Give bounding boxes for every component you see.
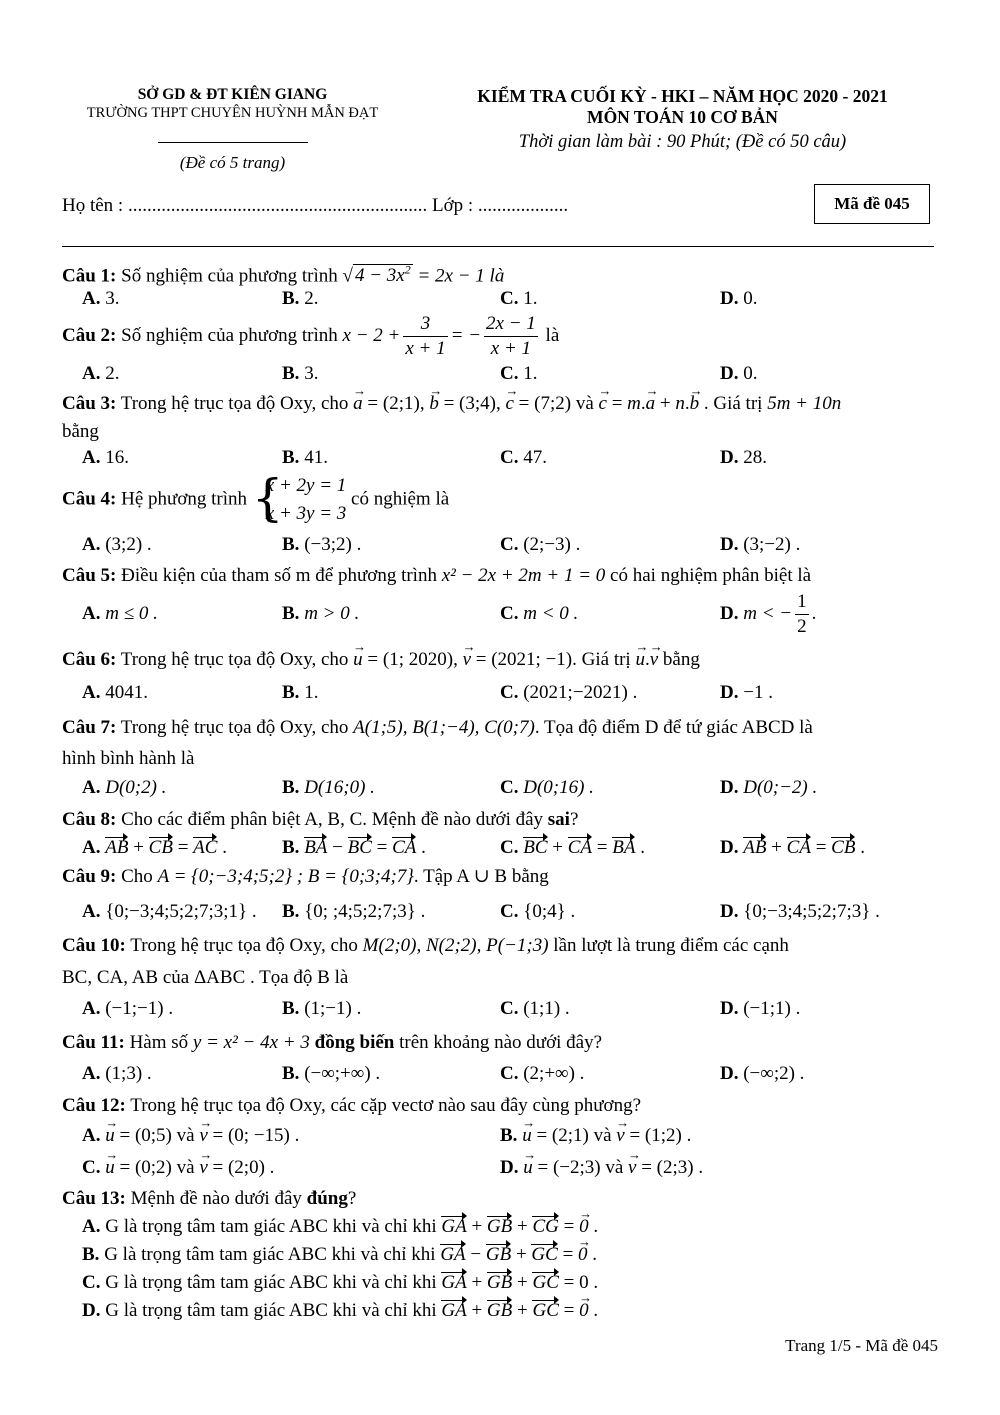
header-right — [440, 86, 925, 154]
question-number: Câu 10: — [62, 935, 126, 956]
option-b[interactable]: B. {0; ;4;5;2;7;3} . — [282, 901, 426, 922]
option-b[interactable]: B. 1. — [282, 682, 319, 703]
question-9: Câu 9: Cho A = {0;−3;4;5;2} ; B = {0;3;4;7}. Tập A ∪ B bằng — [62, 866, 549, 887]
option-b[interactable]: B. m > 0 . — [282, 603, 360, 624]
option-d[interactable]: D. (3;−2) . — [720, 534, 801, 555]
option-c[interactable]: C. G là trọng tâm tam giác ABC khi và chỉ khi GA + GB + GC = 0 . — [82, 1272, 599, 1293]
header-divider — [62, 246, 934, 247]
question-3-tail: bằng — [62, 421, 99, 442]
question-number: Câu 7: — [62, 717, 117, 738]
option-d[interactable]: D. (−∞;2) . — [720, 1063, 805, 1084]
radicand: 4 − 3x — [354, 265, 405, 287]
option-a[interactable]: A. 2. — [82, 363, 120, 384]
option-d[interactable]: D. → u = (−2;3) và → v = (2;3) . — [500, 1156, 703, 1180]
option-a[interactable]: A. AB + CB = AC . — [82, 837, 227, 858]
question-7-tail: hình bình hành là — [62, 748, 195, 769]
option-d[interactable]: D. D(0;−2) . — [720, 777, 818, 798]
option-a[interactable]: A. → u = (0;5) và → v = (0; −15) . — [82, 1124, 299, 1148]
student-name-line: Họ tên : ............................................................... Lớp : ................... — [62, 195, 569, 216]
option-d[interactable]: D. 0. — [720, 288, 758, 309]
question-number: Câu 4: — [62, 488, 117, 510]
option-d[interactable]: D. G là trọng tâm tam giác ABC khi và chỉ khi GA + GB + GC = → 0 . — [82, 1299, 598, 1323]
question-number: Câu 5: — [62, 565, 117, 586]
midpoints: M(2;0), N(2;2), P(−1;3) — [362, 935, 549, 956]
option-a[interactable]: A. 3. — [82, 288, 120, 309]
option-b[interactable]: B. (−3;2) . — [282, 534, 362, 555]
option-b[interactable]: B. (1;−1) . — [282, 998, 362, 1019]
dot-product: → u.→ v — [635, 649, 658, 670]
question-number: Câu 13: — [62, 1188, 126, 1209]
option-c[interactable]: C. (2021;−2021) . — [500, 682, 638, 703]
question-number: Câu 6: — [62, 649, 117, 670]
time-note: Thời gian làm bài : 90 Phút; (Đề có 50 câu) — [518, 132, 847, 152]
question-number: Câu 9: — [62, 866, 117, 887]
option-a[interactable]: A. {0;−3;4;5;2;7;3;1} . — [82, 901, 257, 922]
question-10-tail: BC, CA, AB của ΔABC . Tọa độ B là — [62, 967, 349, 988]
function: y = x² − 4x + 3 — [192, 1032, 310, 1053]
sqrt-expression: √ $4 - 3x^2$ — [342, 263, 411, 287]
option-b[interactable]: B. 3. — [282, 363, 319, 384]
question-2: Câu 2: Số nghiệm của phương trình x − 2 + $\frac{3}{x + 1}$ = − $\frac{2x - 1}{x + 1}$ là — [62, 313, 560, 359]
question-3: Câu 3: Trong hệ trục tọa độ Oxy, cho → a = (2;1), → b = (3;4), → c = (7;2) và → c = m.→ a + n.→ b . Giá trị 5m + 10n — [62, 392, 841, 416]
option-a[interactable]: A. 16. — [82, 447, 129, 468]
question-number: Câu 12: — [62, 1095, 126, 1116]
option-c[interactable]: C. D(0;16) . — [500, 777, 594, 798]
question-6: Câu 6: Trong hệ trục tọa độ Oxy, cho → u = (1; 2020), → v = (2021; −1). Giá trị → u.→ v bằng — [62, 648, 700, 672]
option-b[interactable]: B. → u = (2;1) và → v = (1;2) . — [500, 1124, 691, 1148]
vector-values: → u = (1; 2020), → v = (2021; −1) — [353, 649, 572, 670]
option-b[interactable]: B. 2. — [282, 288, 319, 309]
exam-code-box: Mã đề 045 — [814, 184, 930, 224]
option-c[interactable]: C. 47. — [500, 447, 547, 468]
option-a[interactable]: A. (−1;−1) . — [82, 998, 174, 1019]
question-number: Câu 3: — [62, 393, 117, 414]
option-b[interactable]: B. 41. — [282, 447, 328, 468]
option-c[interactable]: C. {0;4} . — [500, 901, 576, 922]
question-11: Câu 11: Hàm số y = x² − 4x + 3 đồng biến trên khoảng nào dưới đây? — [62, 1032, 603, 1053]
page-footer: Trang 1/5 - Mã đề 045 — [785, 1336, 938, 1355]
option-d[interactable]: D. (−1;1) . — [720, 998, 801, 1019]
option-c[interactable]: C. BC + CA = BA . — [500, 837, 645, 858]
department-name: SỞ GD & ĐT KIÊN GIANG — [137, 86, 328, 103]
option-c[interactable]: C. (1;1) . — [500, 998, 570, 1019]
equation-rhs: = 2x − 1 là — [417, 265, 505, 287]
option-c[interactable]: C. m < 0 . — [500, 603, 579, 624]
option-a[interactable]: A. (3;2) . — [82, 534, 152, 555]
option-d[interactable]: D. −1 . — [720, 682, 773, 703]
option-b[interactable]: B. BA − BC = CA . — [282, 837, 426, 858]
option-b[interactable]: B. (−∞;+∞) . — [282, 1063, 381, 1084]
option-c[interactable]: C. 1. — [500, 288, 538, 309]
question-1 — [62, 258, 504, 288]
option-c[interactable]: C. (2;−3) . — [500, 534, 581, 555]
pages-note: (Đề có 5 trang) — [179, 153, 286, 172]
option-a[interactable]: A. (1;3) . — [82, 1063, 152, 1084]
option-d[interactable]: D. m < − $\frac{1}{2}$ . — [720, 591, 817, 637]
option-a[interactable]: A. 4041. — [82, 682, 148, 703]
question-10: Câu 10: Trong hệ trục tọa độ Oxy, cho M(2;0), N(2;2), P(−1;3) lần lượt là trung điểm các cạnh — [62, 935, 789, 956]
option-d[interactable]: D. {0;−3;4;5;2;7;3} . — [720, 901, 880, 922]
question-number: Câu 1: — [62, 265, 117, 287]
option-c[interactable]: C. (2;+∞) . — [500, 1063, 585, 1084]
option-a[interactable]: A. D(0;2) . — [82, 777, 167, 798]
question-7: Câu 7: Trong hệ trục tọa độ Oxy, cho A(1;5), B(1;−4), C(0;7). Tọa độ điểm D để tứ giác ABCD là — [62, 717, 813, 738]
equation-system: { x + 2y = 1 x + 3y = 3 — [251, 469, 347, 527]
school-name: TRƯỜNG THPT CHUYÊN HUỲNH MẪN ĐẠT — [86, 105, 379, 121]
question-number: Câu 2: — [62, 324, 117, 346]
header-rule — [158, 142, 308, 143]
equation: x − 2 + $\frac{3}{x + 1}$ = − $\frac{2x - 1}{x + 1}$ — [342, 313, 536, 359]
option-a[interactable]: A. G là trọng tâm tam giác ABC khi và chỉ khi GA + GB + CG = → 0 . — [82, 1215, 598, 1239]
option-c[interactable]: C. 1. — [500, 363, 538, 384]
exam-title: KIỂM TRA CUỐI KỲ - HKI – NĂM HỌC 2020 - 2021 — [477, 86, 888, 106]
option-b[interactable]: B. G là trọng tâm tam giác ABC khi và chỉ khi GA − GB + GC = → 0 . — [82, 1243, 597, 1267]
question-5: Câu 5: Điều kiện của tham số m để phương trình x² − 2x + 2m + 1 = 0 có hai nghiệm phân biệt là — [62, 565, 812, 586]
subject-title: MÔN TOÁN 10 CƠ BẢN — [587, 107, 778, 127]
header-left — [60, 86, 405, 173]
question-number: Câu 8: — [62, 809, 117, 830]
set-definitions: A = {0;−3;4;5;2} ; B = {0;3;4;7} — [157, 866, 414, 887]
points: A(1;5), B(1;−4), C(0;7) — [353, 717, 535, 738]
question-13: Câu 13: Mệnh đề nào dưới đây đúng? — [62, 1188, 357, 1209]
quadratic-equation: x² − 2x + 2m + 1 = 0 — [441, 565, 606, 586]
question-8: Câu 8: Cho các điểm phân biệt A, B, C. Mệnh đề nào dưới đây sai? — [62, 809, 579, 830]
option-a[interactable]: A. m ≤ 0 . — [82, 603, 158, 624]
option-b[interactable]: B. D(16;0) . — [282, 777, 375, 798]
option-d[interactable]: D. 0. — [720, 363, 758, 384]
option-d[interactable]: D. AB + CA = CB . — [720, 837, 865, 858]
option-c[interactable]: C. → u = (0;2) và → v = (2;0) . — [82, 1156, 274, 1180]
question-text: Số nghiệm của phương trình — [121, 265, 338, 287]
question-4: Câu 4: Hệ phương trình { x + 2y = 1 x + 3y = 3 có nghiệm là — [62, 469, 450, 527]
question-number: Câu 11: — [62, 1032, 125, 1053]
vector-definitions: → a = (2;1), → b = (3;4), → c = (7;2) và → c = m.→ a + n.→ b . Giá trị 5m + 10n — [353, 393, 841, 414]
question-12: Câu 12: Trong hệ trục tọa độ Oxy, các cặp vectơ nào sau đây cùng phương? — [62, 1095, 641, 1116]
option-d[interactable]: D. 28. — [720, 447, 767, 468]
